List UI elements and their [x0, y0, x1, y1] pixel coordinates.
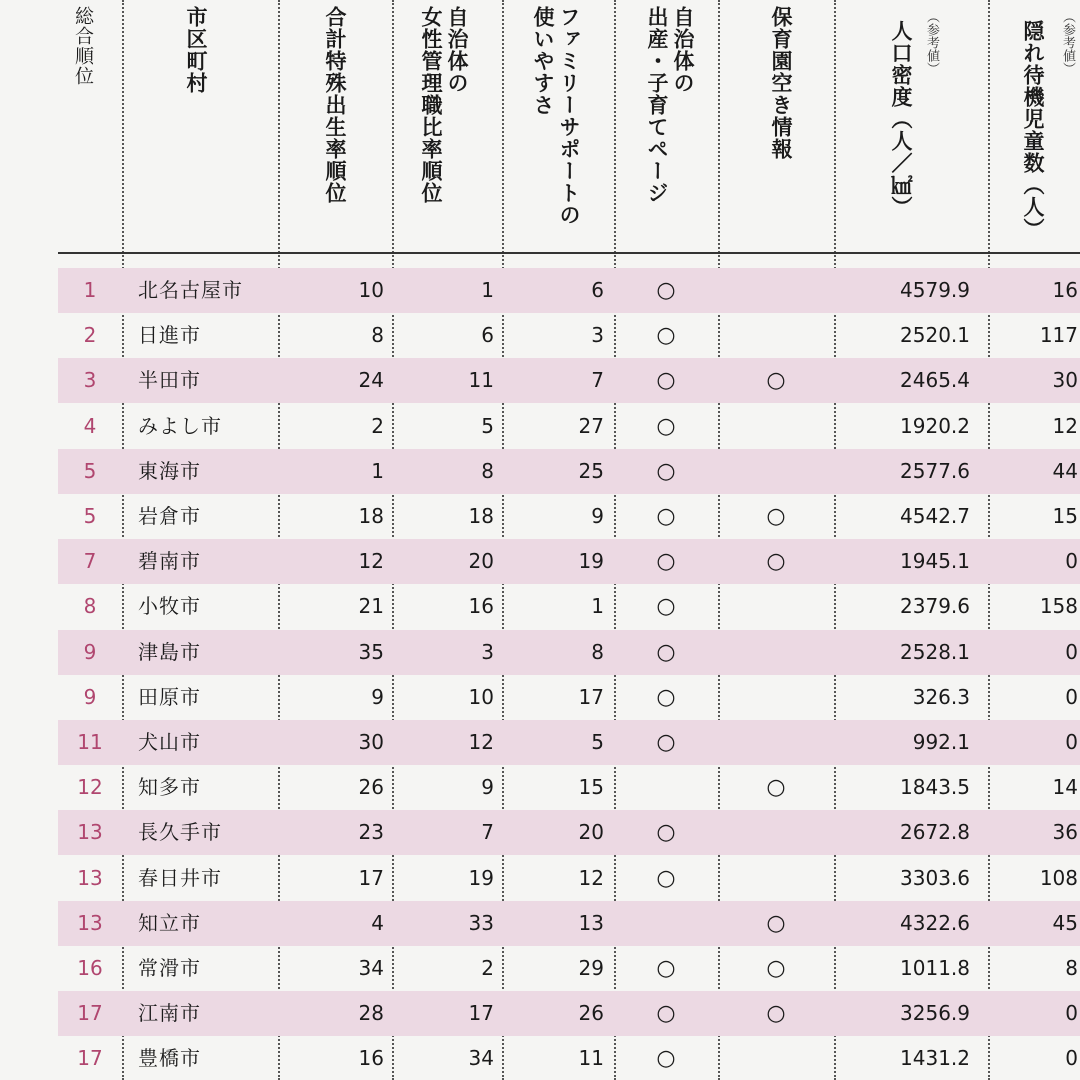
pop-density-cell: 2528.1 — [900, 639, 970, 664]
rank-cell: 7 — [83, 549, 97, 574]
table-row — [58, 313, 1080, 358]
family-support-cell: 15 — [578, 775, 604, 800]
pop-density-cell: 2672.8 — [900, 820, 970, 845]
nursery-vacancy-mark — [718, 1036, 834, 1080]
pop-density-cell: 1920.2 — [900, 413, 970, 438]
header-city: 市区町村 — [184, 6, 208, 94]
table-row — [58, 584, 1080, 629]
family-support-cell: 8 — [591, 639, 604, 664]
rank-cell: 17 — [77, 1046, 103, 1071]
table-row — [58, 630, 1080, 675]
family-support-cell: 5 — [591, 730, 604, 754]
pop-density-cell: 2577.6 — [900, 458, 970, 483]
rank-cell: 16 — [77, 956, 103, 980]
city-cell: 北名古屋市 — [138, 278, 243, 302]
childcare-page-mark: ○ — [656, 820, 676, 846]
childcare-page-mark: ○ — [656, 504, 676, 529]
rank-cell: 12 — [77, 775, 103, 800]
women-mgmt-rank-cell: 18 — [468, 504, 494, 528]
city-cell: 春日井市 — [138, 865, 222, 890]
rank-cell: 3 — [83, 368, 97, 393]
childcare-page-mark: ○ — [656, 1001, 676, 1027]
hidden-waiting-cell: 0 — [1065, 1001, 1078, 1026]
women-mgmt-rank-cell: 19 — [468, 865, 494, 890]
childcare-page-mark: ○ — [656, 323, 676, 349]
family-support-cell: 12 — [578, 865, 604, 890]
women-mgmt-rank-cell: 17 — [468, 1001, 494, 1026]
nursery-vacancy-mark — [718, 584, 834, 629]
table-row — [58, 765, 1080, 810]
header-nursery-vacancy: 保育園空き情報 — [769, 6, 793, 160]
pop-density-cell: 1843.5 — [900, 775, 970, 800]
fertility-rank-cell: 16 — [358, 1046, 384, 1071]
city-cell: 碧南市 — [138, 549, 201, 574]
fertility-rank-cell: 35 — [358, 639, 384, 664]
nursery-vacancy-mark — [718, 810, 834, 855]
table-row — [58, 404, 1080, 449]
family-support-cell: 9 — [591, 504, 604, 528]
family-support-cell: 6 — [591, 278, 604, 302]
hidden-waiting-cell: 0 — [1065, 730, 1078, 754]
fertility-rank-cell: 9 — [371, 684, 384, 709]
hidden-waiting-cell: 0 — [1065, 684, 1078, 709]
rank-cell: 13 — [77, 910, 103, 935]
childcare-page-mark: ○ — [656, 730, 676, 755]
city-cell: 半田市 — [138, 368, 201, 393]
rank-cell: 13 — [77, 820, 103, 845]
hidden-waiting-cell: 0 — [1065, 1046, 1078, 1071]
women-mgmt-rank-cell: 33 — [468, 910, 494, 935]
rank-cell: 11 — [77, 730, 103, 754]
childcare-page-mark: ○ — [656, 458, 676, 484]
city-cell: 長久手市 — [138, 820, 222, 845]
family-support-cell: 1 — [591, 594, 604, 619]
hidden-waiting-cell: 44 — [1052, 458, 1078, 483]
table-row — [58, 449, 1080, 494]
city-cell: 田原市 — [138, 684, 201, 709]
rank-cell: 8 — [83, 594, 97, 619]
childcare-page-mark — [614, 765, 718, 810]
childcare-page-mark: ○ — [656, 594, 676, 620]
city-cell: 常滑市 — [138, 956, 201, 980]
header-rank: 総合順位 — [72, 6, 94, 86]
fertility-rank-cell: 8 — [371, 323, 384, 348]
city-cell: 岩倉市 — [138, 504, 201, 528]
hidden-waiting-cell: 117 — [1039, 323, 1078, 348]
nursery-vacancy-mark — [718, 449, 834, 494]
family-support-cell: 13 — [578, 910, 604, 935]
fertility-rank-cell: 28 — [358, 1001, 384, 1026]
women-mgmt-rank-cell: 2 — [481, 956, 494, 980]
rank-cell: 4 — [83, 413, 97, 438]
fertility-rank-cell: 10 — [358, 278, 384, 302]
table-row — [58, 539, 1080, 584]
women-mgmt-rank-cell: 11 — [468, 368, 494, 393]
nursery-vacancy-mark: ○ — [766, 956, 786, 981]
fertility-rank-cell: 24 — [358, 368, 384, 393]
childcare-page-mark: ○ — [656, 639, 676, 665]
rank-cell: 2 — [83, 323, 97, 348]
pop-density-cell: 1945.1 — [900, 549, 970, 574]
nursery-vacancy-mark — [718, 404, 834, 449]
nursery-vacancy-mark — [718, 268, 834, 313]
nursery-vacancy-mark: ○ — [766, 368, 786, 394]
nursery-vacancy-mark — [718, 720, 834, 765]
family-support-cell: 26 — [578, 1001, 604, 1026]
city-cell: 日進市 — [138, 323, 201, 348]
header-childcare-page: 自治体の 出産・子育てページ — [645, 6, 695, 204]
rank-cell: 9 — [83, 684, 97, 709]
fertility-rank-cell: 2 — [371, 413, 384, 438]
women-mgmt-rank-cell: 1 — [481, 278, 494, 302]
fertility-rank-cell: 1 — [371, 458, 384, 483]
nursery-vacancy-mark — [718, 313, 834, 358]
header-hidden-note: （参考値） — [1060, 10, 1075, 75]
hidden-waiting-cell: 0 — [1065, 639, 1078, 664]
table-row — [58, 1036, 1080, 1080]
fertility-rank-cell: 21 — [358, 594, 384, 619]
fertility-rank-cell: 12 — [358, 549, 384, 574]
pop-density-cell: 4579.9 — [900, 278, 970, 302]
women-mgmt-rank-cell: 7 — [481, 820, 494, 845]
pop-density-cell: 3256.9 — [900, 1001, 970, 1026]
family-support-cell: 20 — [578, 820, 604, 845]
table-row — [58, 901, 1080, 946]
hidden-waiting-cell: 12 — [1052, 413, 1078, 438]
city-cell: 江南市 — [138, 1001, 201, 1026]
women-mgmt-rank-cell: 34 — [468, 1046, 494, 1071]
childcare-page-mark: ○ — [656, 956, 676, 981]
women-mgmt-rank-cell: 5 — [481, 413, 494, 438]
rank-cell: 1 — [83, 278, 97, 302]
hidden-waiting-cell: 108 — [1039, 865, 1078, 890]
family-support-cell: 17 — [578, 684, 604, 709]
rank-cell: 9 — [83, 639, 97, 664]
hidden-waiting-cell: 30 — [1052, 368, 1078, 393]
family-support-cell: 7 — [591, 368, 604, 393]
table-row — [58, 946, 1080, 991]
city-cell: 知多市 — [138, 775, 201, 800]
fertility-rank-cell: 17 — [358, 865, 384, 890]
hidden-waiting-cell: 16 — [1052, 278, 1078, 302]
fertility-rank-cell: 30 — [358, 730, 384, 754]
pop-density-cell: 4542.7 — [900, 504, 970, 528]
table-row — [58, 856, 1080, 901]
header-rule — [58, 252, 1080, 254]
city-cell: 津島市 — [138, 639, 201, 664]
nursery-vacancy-mark: ○ — [766, 1001, 786, 1027]
childcare-page-mark: ○ — [656, 684, 676, 710]
family-support-cell: 11 — [578, 1046, 604, 1071]
childcare-page-mark: ○ — [656, 549, 676, 575]
nursery-vacancy-mark: ○ — [766, 549, 786, 575]
fertility-rank-cell: 23 — [358, 820, 384, 845]
women-mgmt-rank-cell: 3 — [481, 639, 494, 664]
pop-density-cell: 3303.6 — [900, 865, 970, 890]
table-row — [58, 358, 1080, 403]
nursery-vacancy-mark — [718, 675, 834, 720]
childcare-page-mark: ○ — [656, 1046, 676, 1072]
header-women-mgmt: 自治体の 女性管理職比率順位 — [419, 6, 469, 204]
pop-density-cell: 4322.6 — [900, 910, 970, 935]
pop-density-cell: 1431.2 — [900, 1046, 970, 1071]
fertility-rank-cell: 18 — [358, 504, 384, 528]
table-row — [58, 720, 1080, 765]
childcare-page-mark: ○ — [656, 865, 676, 891]
nursery-vacancy-mark: ○ — [766, 910, 786, 936]
city-cell: 知立市 — [138, 910, 201, 935]
nursery-vacancy-mark: ○ — [766, 504, 786, 529]
pop-density-cell: 2520.1 — [900, 323, 970, 348]
childcare-page-mark: ○ — [656, 413, 676, 439]
hidden-waiting-cell: 14 — [1052, 775, 1078, 800]
childcare-page-mark — [614, 901, 718, 946]
family-support-cell: 25 — [578, 458, 604, 483]
city-cell: 小牧市 — [138, 594, 201, 619]
table-row — [58, 268, 1080, 313]
hidden-waiting-cell: 15 — [1052, 504, 1078, 528]
women-mgmt-rank-cell: 6 — [481, 323, 494, 348]
table-row — [58, 494, 1080, 539]
rank-cell: 17 — [77, 1001, 103, 1026]
rank-cell: 13 — [77, 865, 103, 890]
women-mgmt-rank-cell: 12 — [468, 730, 494, 754]
header-pop-density: 人口密度（人／㎢） — [889, 20, 913, 218]
header-family-support: ファミリーサポートの 使いやすさ — [531, 6, 581, 226]
city-cell: みよし市 — [138, 413, 222, 438]
city-cell: 豊橋市 — [138, 1046, 201, 1071]
women-mgmt-rank-cell: 8 — [481, 458, 494, 483]
pop-density-cell: 992.1 — [912, 730, 970, 754]
women-mgmt-rank-cell: 20 — [468, 549, 494, 574]
table-row — [58, 675, 1080, 720]
hidden-waiting-cell: 0 — [1065, 549, 1078, 574]
nursery-vacancy-mark — [718, 856, 834, 901]
rank-cell: 5 — [83, 504, 97, 528]
family-support-cell: 27 — [578, 413, 604, 438]
pop-density-cell: 2379.6 — [900, 594, 970, 619]
table-row — [58, 991, 1080, 1036]
fertility-rank-cell: 4 — [371, 910, 384, 935]
women-mgmt-rank-cell: 16 — [468, 594, 494, 619]
fertility-rank-cell: 26 — [358, 775, 384, 800]
women-mgmt-rank-cell: 9 — [481, 775, 494, 800]
childcare-page-mark: ○ — [656, 278, 676, 303]
hidden-waiting-cell: 36 — [1052, 820, 1078, 845]
nursery-vacancy-mark: ○ — [766, 775, 786, 801]
family-support-cell: 29 — [578, 956, 604, 980]
city-cell: 犬山市 — [138, 730, 201, 754]
fertility-rank-cell: 34 — [358, 956, 384, 980]
pop-density-cell: 2465.4 — [900, 368, 970, 393]
nursery-vacancy-mark — [718, 630, 834, 675]
table-header — [0, 0, 1080, 252]
rank-cell: 5 — [83, 458, 97, 483]
family-support-cell: 3 — [591, 323, 604, 348]
family-support-cell: 19 — [578, 549, 604, 574]
hidden-waiting-cell: 158 — [1039, 594, 1078, 619]
pop-density-cell: 326.3 — [912, 684, 970, 709]
header-hidden-waiting: 隠れ待機児童数（人） — [1021, 20, 1045, 240]
table-row — [58, 810, 1080, 855]
header-density-note: （参考値） — [924, 10, 939, 75]
pop-density-cell: 1011.8 — [900, 956, 970, 980]
women-mgmt-rank-cell: 10 — [468, 684, 494, 709]
hidden-waiting-cell: 8 — [1065, 956, 1078, 980]
hidden-waiting-cell: 45 — [1052, 910, 1078, 935]
childcare-page-mark: ○ — [656, 368, 676, 394]
header-fertility: 合計特殊出生率順位 — [323, 6, 347, 204]
city-cell: 東海市 — [138, 458, 201, 483]
